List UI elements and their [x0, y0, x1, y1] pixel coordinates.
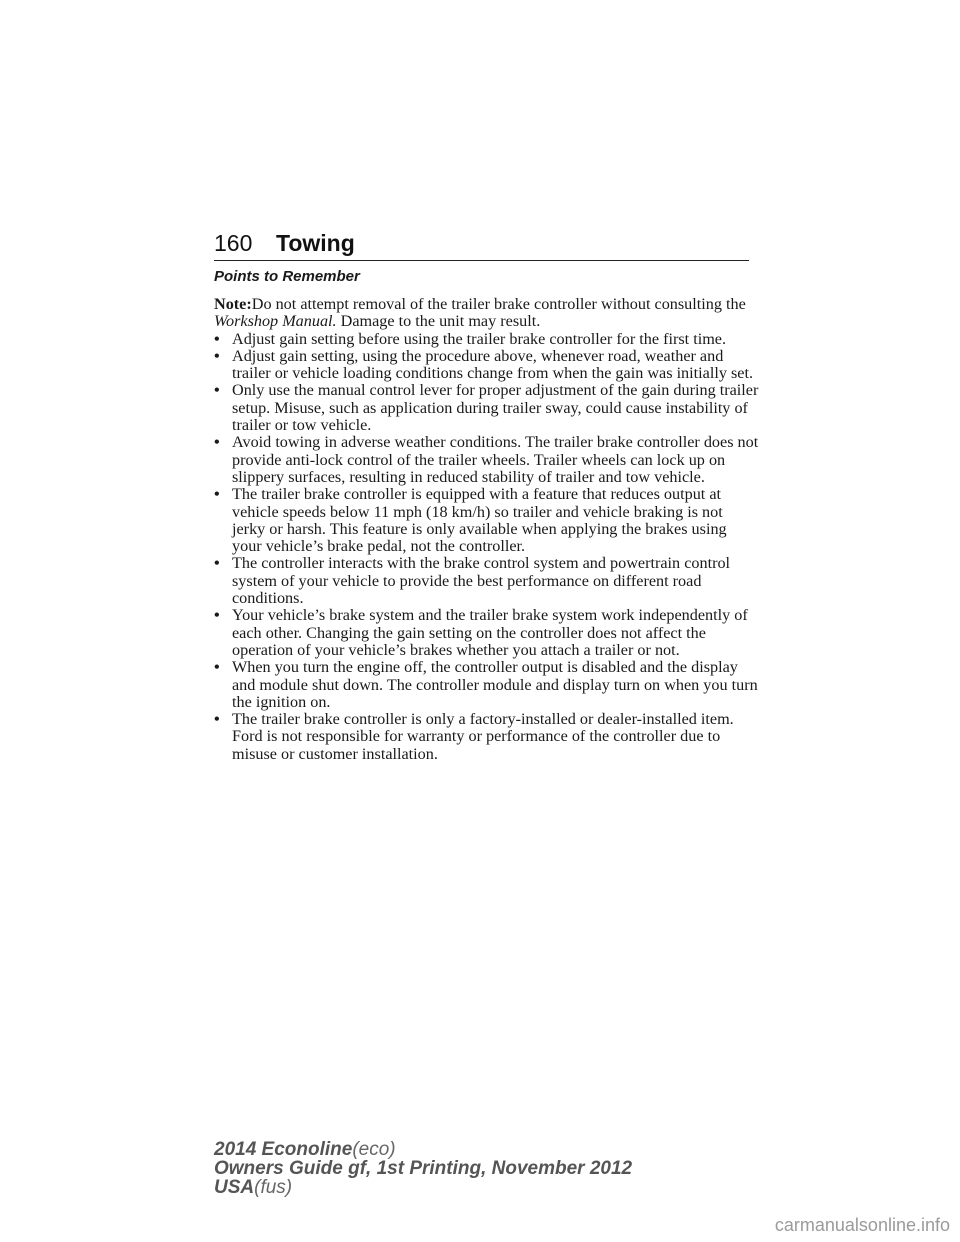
note-paragraph	[214, 296, 759, 331]
document-footer	[214, 1140, 632, 1197]
list-item	[214, 331, 759, 348]
list-item-text: Adjust gain setting before using the trailer brake controller for the first time.	[232, 329, 727, 348]
list-item-text: The trailer brake controller is only a factory-installed or dealer-installed item. Ford is not responsible for warranty or performance of the controller due to misuse or customer installation.	[232, 710, 734, 763]
bullet-icon: •	[214, 606, 220, 625]
list-item-text: Avoid towing in adverse weather conditions. The trailer brake controller does not provide anti-lock control of the trailer wheels. Trailer wheels can lock up on slippery surfaces, resulting in reduced stability of trailer and tow vehicle.	[232, 433, 759, 486]
footer-market-code: (fus)	[254, 1177, 293, 1198]
note-label: Note:	[214, 295, 252, 313]
list-item-text: When you turn the engine off, the controller output is disabled and the display and module shut down. The controller module and display turn on when you turn the ignition on.	[232, 658, 758, 711]
list-item	[214, 434, 759, 486]
subheading: Points to Remember	[214, 268, 360, 285]
list-item	[214, 382, 759, 434]
bullet-icon: •	[214, 433, 220, 452]
bullet-icon: •	[214, 346, 220, 365]
bullet-icon: •	[214, 710, 220, 729]
list-item	[214, 486, 759, 555]
list-item	[214, 607, 759, 659]
page-header	[214, 230, 749, 261]
list-item-text: Only use the manual control lever for proper adjustment of the gain during trailer setup. Misuse, such as application during trailer sway, could cause instability of trailer or tow vehicle.	[232, 381, 759, 435]
page-content	[214, 268, 759, 763]
list-item	[214, 348, 759, 383]
bullet-icon: •	[214, 554, 220, 573]
note-text-after: Damage to the unit may result.	[336, 312, 541, 331]
list-item	[214, 555, 759, 607]
footer-line-market	[214, 1178, 632, 1197]
bullet-icon: •	[214, 329, 220, 348]
footer-model-code: (eco)	[352, 1139, 396, 1160]
bullet-list	[214, 331, 759, 763]
list-item-text: Your vehicle’s brake system and the trailer brake system work independently of each other. Changing the gain setting on the controller does not affect the operation of your vehicle’s brakes whether you attach a trailer or not.	[232, 606, 748, 659]
note-text-before: Do not attempt removal of the trailer brake controller without consulting the	[251, 295, 746, 313]
footer-market: USA	[214, 1177, 255, 1198]
section-title: Towing	[276, 230, 355, 256]
footer-model: 2014 Econoline	[214, 1139, 353, 1160]
page-number: 160	[214, 230, 253, 256]
watermark: carmanualsonline.info	[774, 1215, 950, 1235]
bullet-icon: •	[214, 381, 220, 400]
list-item	[214, 659, 759, 711]
bullet-icon: •	[214, 485, 220, 504]
workshop-manual-reference: Workshop Manual.	[214, 312, 337, 331]
list-item-text: The trailer brake controller is equipped with a feature that reduces output at vehicle speeds below 11 mph (18 km/h) so trailer and vehicle braking is not jerky or harsh. This feature is only available when applying the brakes using your vehicle’s brake pedal, not the controller.	[232, 485, 727, 556]
list-item	[214, 711, 759, 763]
list-item-text: The controller interacts with the brake control system and powertrain control system of your vehicle to provide the best performance on different road conditions.	[232, 554, 731, 608]
footer-line-model	[214, 1140, 632, 1159]
list-item-text: Adjust gain setting, using the procedure above, whenever road, weather and trailer or vehicle loading conditions change from when the gain was initially set.	[232, 346, 753, 383]
footer-printing: Owners Guide gf, 1st Printing, November 2012	[214, 1158, 633, 1179]
bullet-icon: •	[214, 658, 220, 677]
